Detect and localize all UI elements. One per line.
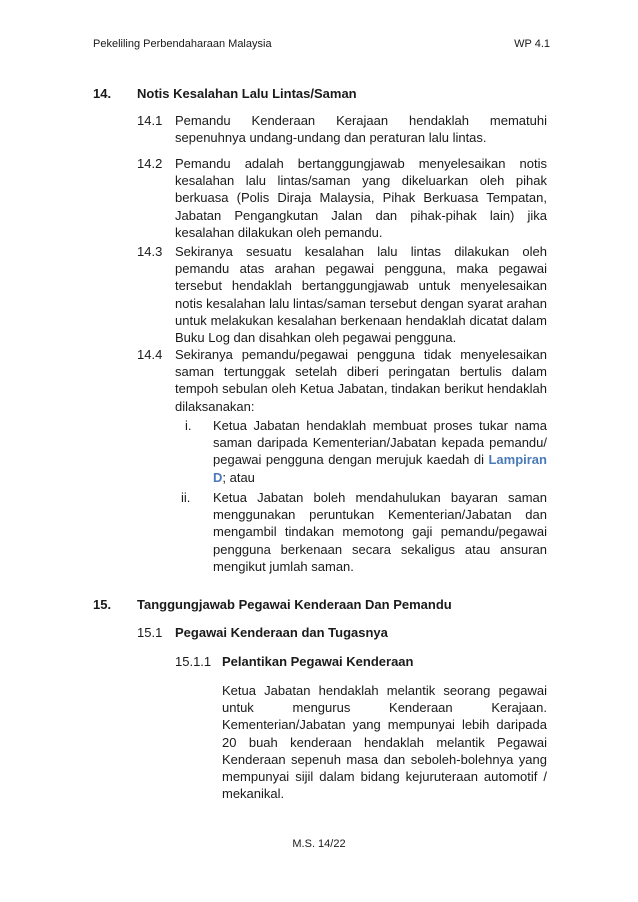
item-i-tail: ; atau (222, 469, 255, 485)
section-15-1-1-number: 15.1.1 (175, 654, 212, 669)
para-14-2-number: 14.2 (137, 156, 163, 171)
lampiran-d-link[interactable]: Lampiran D (213, 452, 547, 485)
para-14-2-text: Pemandu adalah bertanggungjawab menyelesaikan notis kesalahan lalu lintas/saman yang dikeluarkan oleh pihak berkuasa (Polis Diraja Malaysia, Pihak Berkuasa Tempatan, Jabatan Pengangkutan Jalan dan pihak-pihak lain) jika kesalahan dilakukan oleh pemandu. (175, 156, 547, 240)
para-14-3-number: 14.3 (137, 244, 163, 259)
para-14-3-text: Sekiranya sesuatu kesalahan lalu lintas dilakukan oleh pemandu atas arahan pegawai pengguna, maka pegawai tersebut hendaklah bertanggungjawab untuk menyelesaikan notis kesalahan lalu lintas/saman tersebut dengan syarat arahan untuk melakukan kesalahan berkenaan hendaklah dicatat dalam Buku Log dan disahkan oleh pegawai pengguna. (175, 244, 547, 346)
section-15-1-1-title: Pelantikan Pegawai Kenderaan (222, 654, 414, 669)
section-15-title: Tanggungjawab Pegawai Kenderaan Dan Pemandu (137, 597, 452, 612)
section-15-number: 15. (93, 597, 112, 612)
item-ii-text: Ketua Jabatan boleh mendahulukan bayaran saman menggunakan peruntukan Kementerian/Jabatan dan mengambil tindakan memotong gaji pemandu/pegawai pengguna berkenaan secara sekaligus atau ansuran mengikut jumlah saman. (213, 490, 547, 574)
section-15-1-number: 15.1 (137, 625, 163, 640)
header-title: Pekeliling Perbendaharaan Malaysia (93, 38, 272, 50)
para-14-4-number: 14.4 (137, 347, 163, 362)
section-14-title: Notis Kesalahan Lalu Lintas/Saman (137, 86, 357, 101)
section-15-1-title: Pegawai Kenderaan dan Tugasnya (175, 625, 388, 640)
item-i-number: i. (185, 418, 192, 433)
para-14-4-text: Sekiranya pemandu/pegawai pengguna tidak menyelesaikan saman tertunggak setelah diberi peringatan bertulis dalam tempoh sebulan oleh Ketua Jabatan, tindakan berikut hendaklah dilaksanakan: (175, 347, 547, 414)
item-ii-number: ii. (181, 490, 191, 505)
item-i-body: Ketua Jabatan hendaklah membuat proses tukar nama saman daripada Kementerian/Jabatan kepada pemandu/ pegawai pengguna dengan merujuk kaedah di (213, 418, 547, 468)
header-reference: WP 4.1 (514, 38, 550, 50)
section-15-1-1-text: Ketua Jabatan hendaklah melantik seorang pegawai untuk mengurus Kenderaan Kerajaan. Kementerian/Jabatan yang mempunyai lebih daripada 20 buah kenderaan hendaklah melantik Pegawai Kenderaan sepenuh masa dan seboleh-bolehnya yang mempunyai sijil dalam bidang kejuruteraan automotif / mekanikal. (222, 683, 547, 802)
page-number: M.S. 14/22 (292, 838, 346, 850)
para-14-1-number: 14.1 (137, 113, 163, 128)
section-14-number: 14. (93, 86, 112, 101)
para-14-1-text: Pemandu Kenderaan Kerajaan hendaklah mematuhi sepenuhnya undang-undang dan peraturan lalu lintas. (175, 113, 547, 146)
item-i-text (213, 417, 547, 486)
